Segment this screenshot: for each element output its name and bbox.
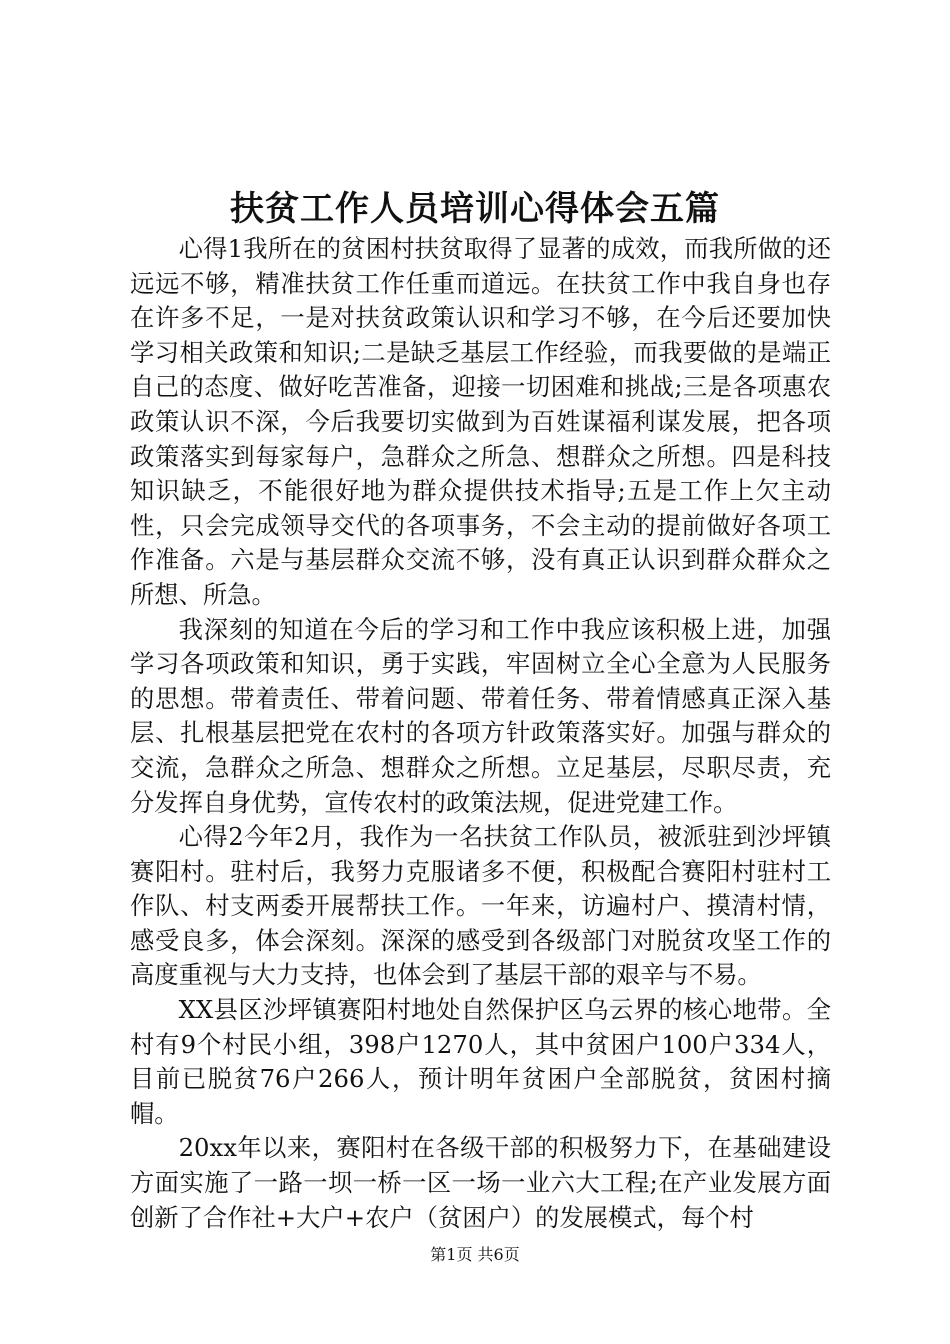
paragraph-3: 心得2今年2月，我作为一名扶贫工作队员，被派驻到沙坪镇赛阳村。驻村后，我努力克服诸多不便，积极配合赛阳村驻村工作队、村支两委开展帮扶工作。一年来，访遍村户、摸清村情，感受良多，体会深刻。深深的感受到各级部门对脱贫攻坚工作的高度重视与大力支持，也体会到了基层干部的艰辛与不易。 <box>130 822 831 990</box>
document-body <box>130 232 831 1235</box>
page-footer: 第1页 共6页 <box>430 1245 520 1264</box>
paragraph-1: 心得1我所在的贫困村扶贫取得了显著的成效，而我所做的还远远不够，精准扶贫工作任重而道远。在扶贫工作中我自身也存在许多不足，一是对扶贫政策认识和学习不够，在今后还要加快学习相关政策和知识;二是缺乏基层工作经验，而我要做的是端正自己的态度、做好吃苦准备，迎接一切困难和挑战;三是各项惠农政策认识不深，今后我要切实做到为百姓谋福利谋发展，把各项政策落实到每家每户，急群众之所急、想群众之所想。四是科技知识缺乏，不能很好地为群众提供技术指导;五是工作上欠主动性，只会完成领导交代的各项事务，不会主动的提前做好各项工作准备。六是与基层群众交流不够，没有真正认识到群众群众之所想、所急。 <box>130 234 831 609</box>
document-title: 扶贫工作人员培训心得体会五篇 <box>230 189 720 229</box>
paragraph-2: 我深刻的知道在今后的学习和工作中我应该积极上进，加强学习各项政策和知识，勇于实践，牢固树立全心全意为人民服务的思想。带着责任、带着问题、带着任务、带着情感真正深入基层、扎根基层把党在农村的各项方针政策落实好。加强与群众的交流，急群众之所急、想群众之所想。立足基层，尽职尽责，充分发挥自身优势，宣传农村的政策法规，促进党建工作。 <box>130 614 831 817</box>
paragraph-5: 20xx年以来，赛阳村在各级干部的积极努力下，在基础建设方面实施了一路一坝一桥一区一场一业六大工程;在产业发展方面创新了合作社+大户+农户（贫困户）的发展模式，每个村 <box>130 1133 831 1232</box>
paragraph-4: XX县区沙坪镇赛阳村地处自然保护区乌云界的核心地带。全村有9个村民小组，398户1270人，其中贫困户100户334人，目前已脱贫76户266人，预计明年贫困户全部脱贫，贫困村摘帽。 <box>130 995 831 1128</box>
